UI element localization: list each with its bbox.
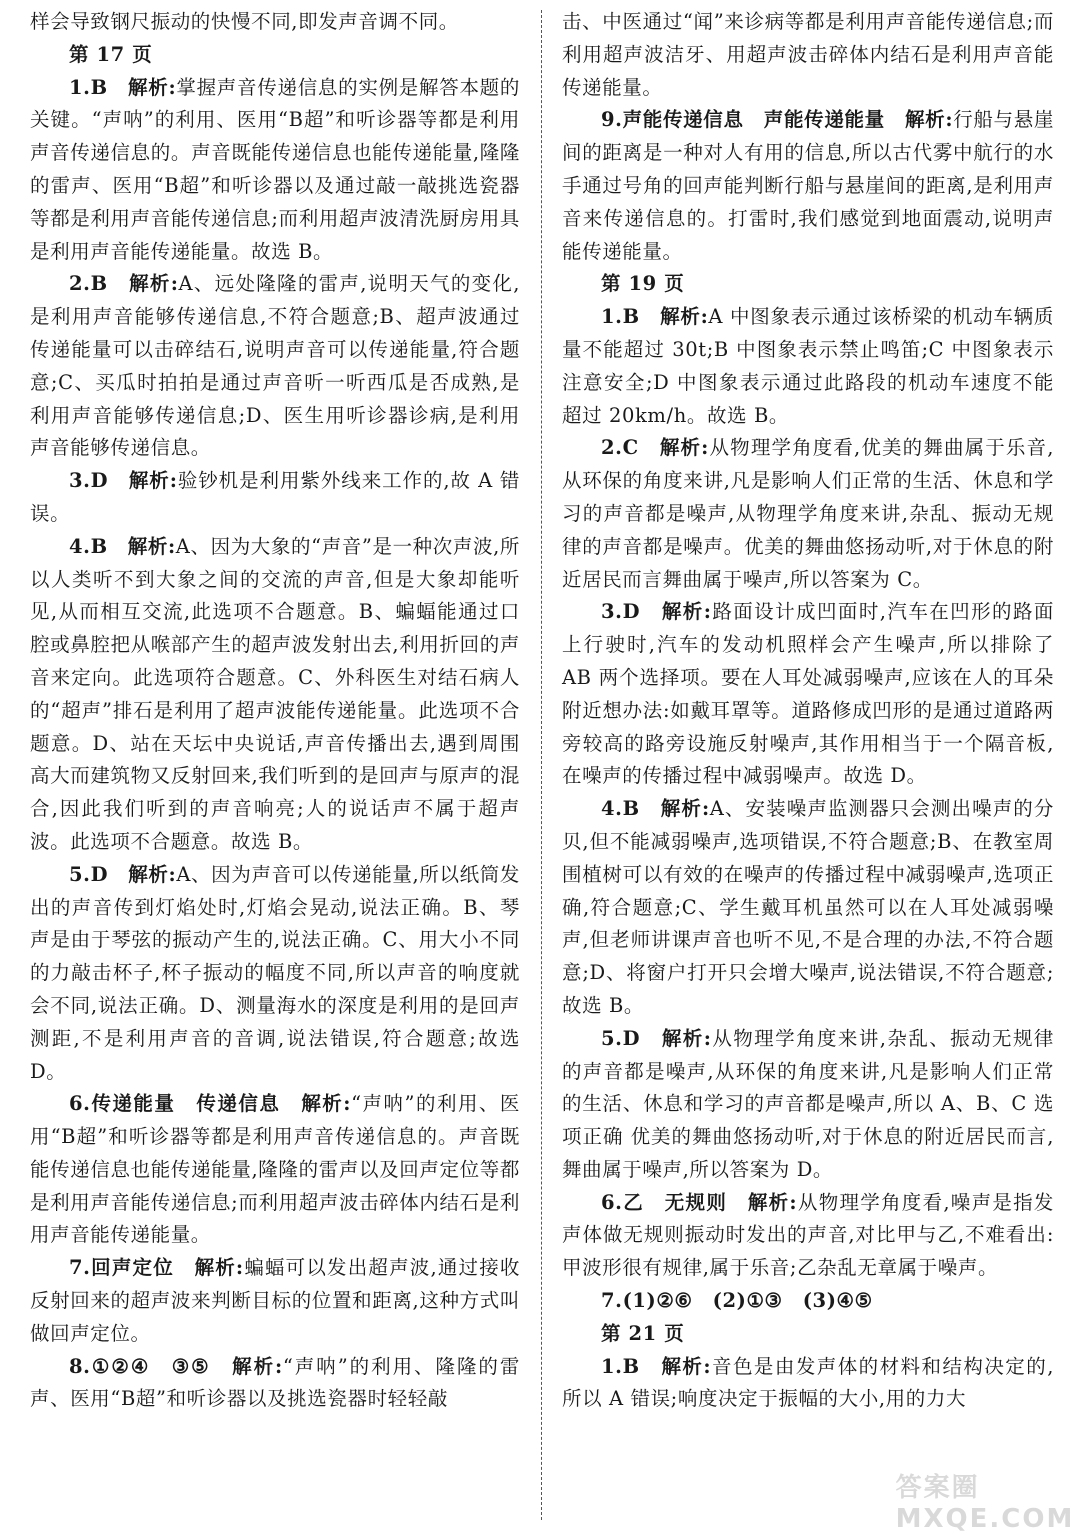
answer-item: 1.B 解析:音色是由发声体的材料和结构决定的,所以 A 错误;响度决定于振幅的大小,用的力大 [562, 1354, 1055, 1411]
answer-item: 9.声能传递信息 声能传递能量 解析:行船与悬崖间的距离是一种对人有用的信息,所以古代雾中航行的水手通过号角的回声能判断行船与悬崖间的距离,是利用声音来传递信息的。打雷时,我们感觉到地面震动,说明声能传递能量。 [562, 108, 1054, 263]
right-column [562, 6, 1054, 1416]
answer-item: 1.B 解析:掌握声音传递信息的实例是解答本题的关键。“声呐”的利用、医用“B超”和听诊器等都是利用声音传递信息的。声音既能传递信息也能传递能量,隆隆的雷声、医用“B超”和听诊器以及通过敲一敲挑选瓷器等都是利用声音能传递信息;而利用超声波清洗厨房用具是利用声音能传递能量。故选 B。 [30, 75, 520, 263]
answer-item: 6.乙 无规则 解析:从物理学角度看,噪声是指发声体做无规则振动时发出的声音,对比甲与乙,不难看出:甲波形很有规律,属于乐音;乙杂乱无章属于噪声。 [562, 1190, 1055, 1280]
answer-item: 3.D 解析:验钞机是利用紫外线来工作的,故 A 错误。 [30, 469, 520, 525]
left-intro: 样会导致钢尺振动的快慢不同,即发声音调不同。 [30, 10, 459, 33]
answer-item: 5.D 解析:从物理学角度来讲,杂乱、振动无规律的声音都是噪声,从环保的角度来讲,凡是影响人们正常的生活、休息和学习的声音都是噪声,所以 A、B、C 选项正确 优美的舞曲悠扬动听,对于休息的附近居民而言,舞曲属于噪声,所以答案为 D。 [562, 1026, 1054, 1181]
right-intro: 击、中医通过“闻”来诊病等都是利用声音能传递信息;而利用超声波洁牙、用超声波击碎体内结石是利用声音能传递能量。 [562, 10, 1054, 99]
page-heading-19: 第 19 页 [601, 272, 685, 296]
answer-item: 2.C 解析:从物理学角度看,优美的舞曲属于乐音,从环保的角度来讲,凡是影响人们正常的生活、休息和学习的声音都是噪声,从物理学角度来讲,杂乱、振动无规律的声音都是噪声。优美的舞曲悠扬动听,对于休息的附近居民而言舞曲属于噪声,所以答案为 C。 [562, 436, 1054, 591]
answer-item: 4.B 解析:A、因为大象的“声音”是一种次声波,所以人类听不到大象之间的交流的声音,但是大象却能听见,从而相互交流,此选项不合题意。B、蝙蝠能通过口腔或鼻腔把从喉部产生的超声波发射出去,利用折回的声音来定向。此选项符合题意。C、外科医生对结石病人的“超声”排石是利用了超声波能传递能量。此选项不合题意。D、站在天坛中央说话,声音传播出去,遇到周围高大而建筑物又反射回来,我们听到的是回声与原声的混合,因此我们听到的声音响亮;人的说话声不属于超声波。此选项不合题意。故选 B。 [30, 534, 521, 853]
answer-item: 8.①②④ ③⑤ 解析:“声呐”的利用、隆隆的雷声、医用“B超”和听诊器以及挑选瓷器时轻轻敲 [30, 1354, 521, 1411]
answer-item: 6.传递能量 传递信息 解析:“声呐”的利用、医用“B超”和听诊器等都是利用声音传递信息的。声音既能传递信息也能传递能量,隆隆的雷声以及回声定位等都是利用声音能传递信息;而利用超声波击碎体内结石是利用声音能传递能量。 [30, 1092, 521, 1247]
answer-item: 1.B 解析:A 中图象表示通过该桥梁的机动车辆质量不能超过 30t;B 中图象表示禁止鸣笛;C 中图象表示注意安全;D 中图象表示通过此路段的机动车速度不能超过 20km/h。故选 B。 [562, 305, 1054, 427]
answer-item: 3.D 解析:路面设计成凹面时,汽车在凹形的路面上行驶时,汽车的发动机照样会产生噪声,所以排除了 AB 两个选择项。要在人耳处减弱噪声,应该在人的耳朵附近想办法:如戴耳罩等。道路修成凹形的是通过道路两旁较高的路旁设施反射噪声,其作用相当于一个隔音板,在噪声的传播过程中减弱噪声。故选 D。 [562, 600, 1054, 788]
column-divider [541, 10, 542, 1520]
answer-item: 4.B 解析:A、安装噪声监测器只会测出噪声的分贝,但不能减弱噪声,选项错误,不符合题意;B、在教室周围植树可以有效的在噪声的传播过程中减弱噪声,选项正确,符合题意;C、学生戴耳机虽然可以在人耳处减弱噪声,但老师讲课声音也听不见,不是合理的办法,不符合题意;D、将窗户打开只会增大噪声,说法错误,不符合题意;故选 B。 [562, 797, 1054, 1017]
watermark-logo: 答案圈 MXQE.COM [895, 1472, 1075, 1534]
answer-item: 2.B 解析:A、远处隆隆的雷声,说明天气的变化,是利用声音能够传递信息,不符合题意;B、超声波通过传递能量可以击碎结石,说明声音可以传递能量,符合题意;C、买瓜时拍拍是通过声音听一听西瓜是否成熟,是利用声音能够传递信息;D、医生用听诊器诊病,是利用声音能够传递信息。 [30, 272, 520, 460]
answer-item: 7.(1)②⑥ (2)①③ (3)④⑤ [601, 1289, 873, 1313]
answer-item: 7.回声定位 解析:蝙蝠可以发出超声波,通过接收反射回来的超声波来判断目标的位置和距离,这种方式叫做回声定位。 [30, 1256, 520, 1345]
answer-item: 5.D 解析:A、因为声音可以传递能量,所以纸筒发出的声音传到灯焰处时,灯焰会晃动,说法正确。B、琴声是由于琴弦的振动产生的,说法正确。C、用大小不同的力敲击杯子,杯子振动的幅度不同,所以声音的响度就会不同,说法正确。D、测量海水的深度是利用的是回声测距,不是利用声音的音调,说法错误,符合题意;故选 D。 [30, 862, 520, 1083]
page-heading-17: 第 17 页 [69, 42, 153, 66]
page-heading-21: 第 21 页 [601, 1321, 685, 1345]
left-column [30, 6, 520, 1416]
